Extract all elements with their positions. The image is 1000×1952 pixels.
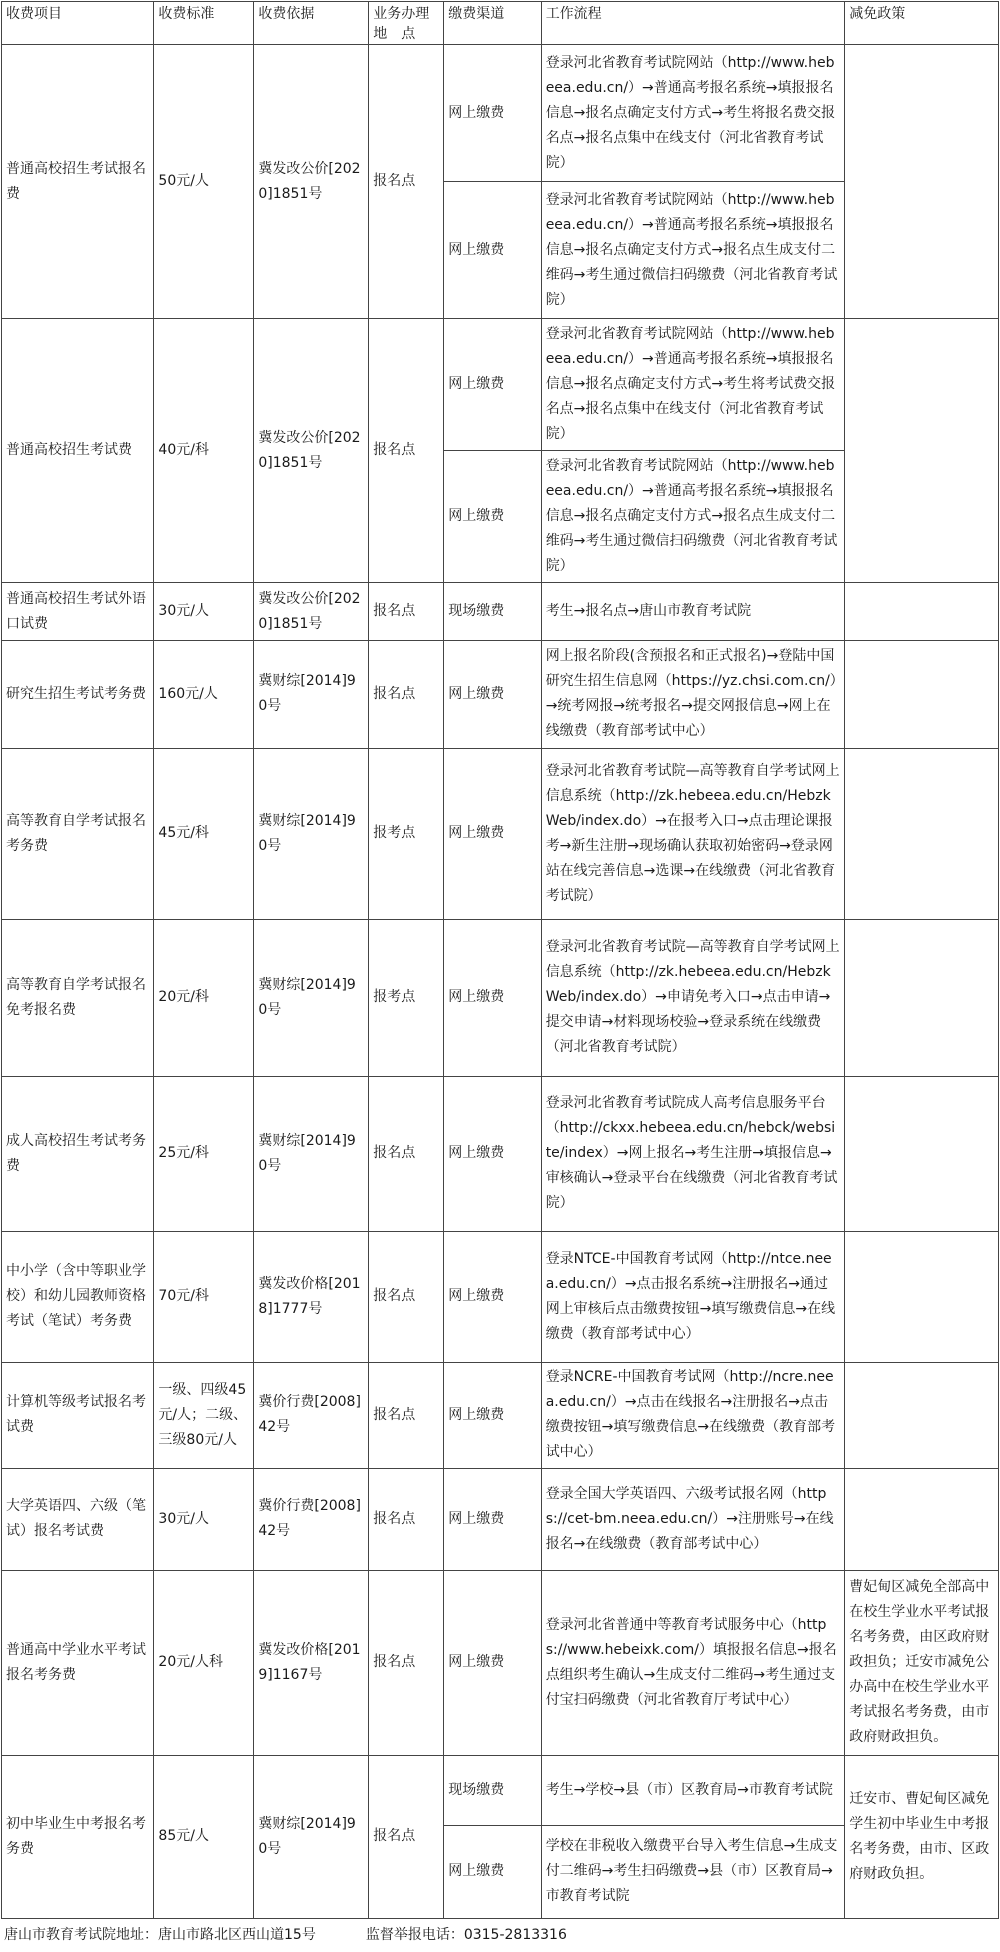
workflow-cell: 登录河北省教育考试院网站（http://www.hebeea.edu.cn/）→普通高考报名系统→填报报名信息→报名点确定支付方式→报名点生成支付二维码→考生通过微信扫码缴费（河北省教育考试院） bbox=[541, 182, 845, 319]
fee-table bbox=[1, 1, 999, 1919]
header-fee-standard: 收费标准 bbox=[154, 2, 254, 45]
fee-basis-cell: 冀财综[2014]90号 bbox=[254, 748, 369, 919]
workflow-cell: 登录河北省教育考试院网站（http://www.hebeea.edu.cn/）→普通高考报名系统→填报报名信息→报名点确定支付方式→报名点生成支付二维码→考生通过微信扫码缴费（河北省教育考试院） bbox=[541, 451, 845, 583]
workflow-cell: 登录河北省教育考试院—高等教育自学考试网上信息系统（http://zk.hebeea.edu.cn/HebzkWeb/index.do）→在报考入口→点击理论课报考→新生注册→现场确认获取初始密码→登录网站在线完善信息→选课→在线缴费（河北省教育考试院） bbox=[541, 748, 845, 919]
table-row bbox=[2, 583, 999, 641]
workflow-cell: 登录NTCE-中国教育考试网（http://ntce.neea.edu.cn/）→点击报名系统→注册报名→通过网上审核后点击缴费按钮→填写缴费信息→在线缴费（教育部考试中心） bbox=[541, 1231, 845, 1362]
fee-standard-cell: 30元/人 bbox=[154, 583, 254, 641]
location-cell: 报名点 bbox=[369, 641, 444, 749]
location-cell: 报考点 bbox=[369, 919, 444, 1076]
payment-channel-cell: 网上缴费 bbox=[444, 45, 541, 182]
location-cell: 报名点 bbox=[369, 1571, 444, 1755]
table-row bbox=[2, 641, 999, 749]
header-payment-channel: 缴费渠道 bbox=[444, 2, 541, 45]
exemption-policy-cell: 迁安市、曹妃甸区减免学生初中毕业生中考报名考务费，由市、区政府财政负担。 bbox=[845, 1755, 999, 1918]
location-cell: 报名点 bbox=[369, 1362, 444, 1468]
workflow-cell: 登录河北省普通中等教育考试服务中心（https://www.hebeixk.com/）填报报名信息→报名点组织考生确认→生成支付二维码→考生通过支付宝扫码缴费（河北省教育厅考试中心） bbox=[541, 1571, 845, 1755]
location-cell: 报考点 bbox=[369, 748, 444, 919]
payment-channel-cell: 现场缴费 bbox=[444, 583, 541, 641]
exemption-policy-cell: 曹妃甸区减免全部高中在校生学业水平考试报名考务费，由区政府财政担负；迁安市减免公办高中在校生学业水平考试报名考务费，由市政府财政担负。 bbox=[845, 1571, 999, 1755]
table-row bbox=[2, 319, 999, 451]
workflow-cell: 登录河北省教育考试院网站（http://www.hebeea.edu.cn/）→普通高考报名系统→填报报名信息→报名点确定支付方式→考生将报名费交报名点→报名点集中在线支付（河北省教育考试院） bbox=[541, 45, 845, 182]
exemption-policy-cell bbox=[845, 641, 999, 749]
exemption-policy-cell bbox=[845, 45, 999, 319]
fee-standard-cell: 25元/科 bbox=[154, 1076, 254, 1231]
header-row bbox=[2, 2, 999, 45]
payment-channel-cell: 网上缴费 bbox=[444, 919, 541, 1076]
table-row bbox=[2, 1571, 999, 1755]
fee-basis-cell: 冀财综[2014]90号 bbox=[254, 1755, 369, 1918]
footer-hotline: 监督举报电话：0315-2813316 bbox=[365, 1927, 567, 1943]
fee-standard-cell: 85元/人 bbox=[154, 1755, 254, 1918]
fee-basis-cell: 冀发改公价[2020]1851号 bbox=[254, 583, 369, 641]
workflow-cell: 登录全国大学英语四、六级考试报名网（https://cet-bm.neea.edu.cn/）→注册账号→在线报名→在线缴费（教育部考试中心） bbox=[541, 1468, 845, 1571]
exemption-policy-cell bbox=[845, 1231, 999, 1362]
workflow-cell: 学校在非税收入缴费平台导入考生信息→生成支付二维码→考生扫码缴费→县（市）区教育局→市教育考试院 bbox=[541, 1825, 845, 1918]
fee-item-cell: 成人高校招生考试考务费 bbox=[2, 1076, 154, 1231]
location-cell: 报名点 bbox=[369, 1076, 444, 1231]
fee-standard-cell: 50元/人 bbox=[154, 45, 254, 319]
workflow-cell: 登录河北省教育考试院成人高考信息服务平台（http://ckxx.hebeea.edu.cn/hebck/website/index）→网上报名→考生注册→填报信息→审核确认→登录平台在线缴费（河北省教育考试院） bbox=[541, 1076, 845, 1231]
footer-address: 唐山市教育考试院地址：唐山市路北区西山道15号 bbox=[4, 1927, 316, 1943]
workflow-cell: 登录河北省教育考试院—高等教育自学考试网上信息系统（http://zk.hebeea.edu.cn/HebzkWeb/index.do）→申请免考入口→点击申请→提交申请→材料现场校验→登录系统在线缴费（河北省教育考试院） bbox=[541, 919, 845, 1076]
table-row bbox=[2, 45, 999, 182]
fee-standard-cell: 20元/科 bbox=[154, 919, 254, 1076]
exemption-policy-cell bbox=[845, 319, 999, 583]
exemption-policy-cell bbox=[845, 1468, 999, 1571]
fee-basis-cell: 冀财综[2014]90号 bbox=[254, 641, 369, 749]
fee-item-cell: 普通高校招生考试外语口试费 bbox=[2, 583, 154, 641]
location-cell: 报名点 bbox=[369, 319, 444, 583]
fee-standard-cell: 160元/人 bbox=[154, 641, 254, 749]
fee-standard-cell: 45元/科 bbox=[154, 748, 254, 919]
fee-standard-cell: 30元/人 bbox=[154, 1468, 254, 1571]
payment-channel-cell: 网上缴费 bbox=[444, 319, 541, 451]
fee-item-cell: 普通高校招生考试费 bbox=[2, 319, 154, 583]
fee-item-cell: 研究生招生考试考务费 bbox=[2, 641, 154, 749]
location-cell: 报名点 bbox=[369, 1755, 444, 1918]
payment-channel-cell: 网上缴费 bbox=[444, 1076, 541, 1231]
fee-item-cell: 初中毕业生中考报名考务费 bbox=[2, 1755, 154, 1918]
payment-channel-cell: 网上缴费 bbox=[444, 1571, 541, 1755]
workflow-cell: 考生→学校→县（市）区教育局→市教育考试院 bbox=[541, 1755, 845, 1825]
table-row bbox=[2, 1468, 999, 1571]
fee-standard-cell: 40元/科 bbox=[154, 319, 254, 583]
fee-item-cell: 中小学（含中等职业学校）和幼儿园教师资格考试（笔试）考务费 bbox=[2, 1231, 154, 1362]
table-row bbox=[2, 1362, 999, 1468]
header-fee-basis: 收费依据 bbox=[254, 2, 369, 45]
table-row bbox=[2, 748, 999, 919]
payment-channel-cell: 网上缴费 bbox=[444, 451, 541, 583]
fee-basis-cell: 冀财综[2014]90号 bbox=[254, 1076, 369, 1231]
fee-basis-cell: 冀发改价格[2019]1167号 bbox=[254, 1571, 369, 1755]
fee-item-cell: 大学英语四、六级（笔试）报名考试费 bbox=[2, 1468, 154, 1571]
fee-basis-cell: 冀发改公价[2020]1851号 bbox=[254, 45, 369, 319]
payment-channel-cell: 网上缴费 bbox=[444, 1362, 541, 1468]
footer bbox=[4, 1924, 567, 1946]
fee-basis-cell: 冀发改价格[2018]1777号 bbox=[254, 1231, 369, 1362]
workflow-cell: 考生→报名点→唐山市教育考试院 bbox=[541, 583, 845, 641]
payment-channel-cell: 现场缴费 bbox=[444, 1755, 541, 1825]
fee-basis-cell: 冀发改公价[2020]1851号 bbox=[254, 319, 369, 583]
table-row bbox=[2, 1231, 999, 1362]
header-fee-item: 收费项目 bbox=[2, 2, 154, 45]
payment-channel-cell: 网上缴费 bbox=[444, 641, 541, 749]
header-exemption-policy: 减免政策 bbox=[845, 2, 999, 45]
workflow-cell: 网上报名阶段(含预报名和正式报名)→登陆中国研究生招生信息网（https://yz.chsi.com.cn/）→统考网报→统考报名→提交网报信息→网上在线缴费（教育部考试中心） bbox=[541, 641, 845, 749]
payment-channel-cell: 网上缴费 bbox=[444, 1231, 541, 1362]
location-cell: 报名点 bbox=[369, 45, 444, 319]
fee-basis-cell: 冀价行费[2008]42号 bbox=[254, 1362, 369, 1468]
fee-item-cell: 高等教育自学考试报名免考报名费 bbox=[2, 919, 154, 1076]
fee-basis-cell: 冀价行费[2008]42号 bbox=[254, 1468, 369, 1571]
location-cell: 报名点 bbox=[369, 1468, 444, 1571]
exemption-policy-cell bbox=[845, 1362, 999, 1468]
fee-standard-cell: 20元/人科 bbox=[154, 1571, 254, 1755]
table-row bbox=[2, 919, 999, 1076]
payment-channel-cell: 网上缴费 bbox=[444, 182, 541, 319]
fee-standard-cell: 一级、四级45元/人；二级、三级80元/人 bbox=[154, 1362, 254, 1468]
table-row bbox=[2, 1755, 999, 1825]
header-workflow: 工作流程 bbox=[541, 2, 845, 45]
header-location: 业务办理地 点 bbox=[369, 2, 444, 45]
payment-channel-cell: 网上缴费 bbox=[444, 748, 541, 919]
workflow-cell: 登录NCRE-中国教育考试网（http://ncre.neea.edu.cn/）→点击在线报名→注册报名→点击缴费按钮→填写缴费信息→在线缴费（教育部考试中心） bbox=[541, 1362, 845, 1468]
fee-item-cell: 普通高校招生考试报名费 bbox=[2, 45, 154, 319]
location-cell: 报名点 bbox=[369, 583, 444, 641]
location-cell: 报名点 bbox=[369, 1231, 444, 1362]
payment-channel-cell: 网上缴费 bbox=[444, 1468, 541, 1571]
exemption-policy-cell bbox=[845, 748, 999, 919]
fee-item-cell: 高等教育自学考试报名考务费 bbox=[2, 748, 154, 919]
workflow-cell: 登录河北省教育考试院网站（http://www.hebeea.edu.cn/）→普通高考报名系统→填报报名信息→报名点确定支付方式→考生将考试费交报名点→报名点集中在线支付（河北省教育考试院） bbox=[541, 319, 845, 451]
fee-item-cell: 普通高中学业水平考试报名考务费 bbox=[2, 1571, 154, 1755]
exemption-policy-cell bbox=[845, 583, 999, 641]
exemption-policy-cell bbox=[845, 1076, 999, 1231]
fee-basis-cell: 冀财综[2014]90号 bbox=[254, 919, 369, 1076]
fee-standard-cell: 70元/科 bbox=[154, 1231, 254, 1362]
fee-item-cell: 计算机等级考试报名考试费 bbox=[2, 1362, 154, 1468]
payment-channel-cell: 网上缴费 bbox=[444, 1825, 541, 1918]
exemption-policy-cell bbox=[845, 919, 999, 1076]
table-row bbox=[2, 1076, 999, 1231]
